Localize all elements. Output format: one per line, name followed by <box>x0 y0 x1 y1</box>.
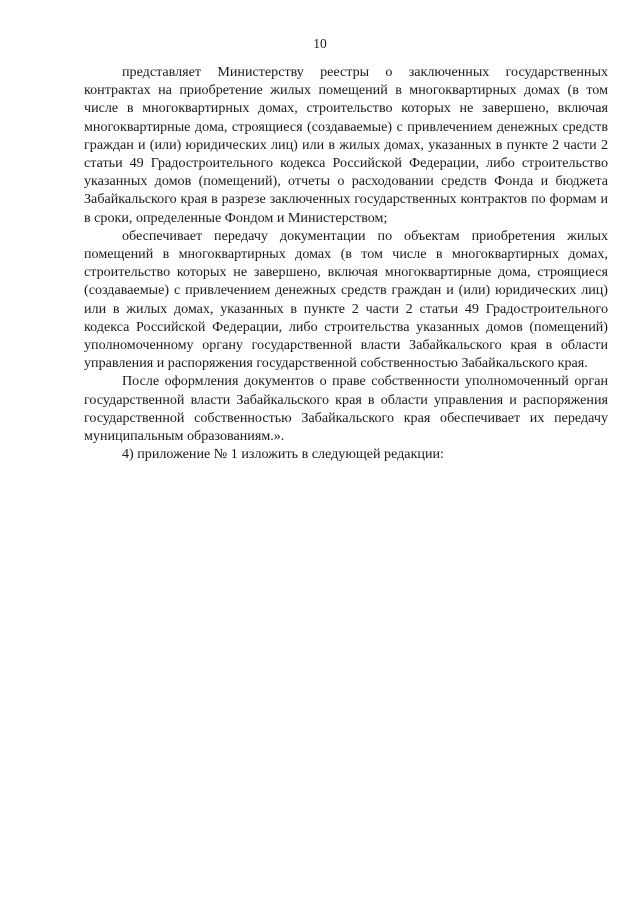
paragraph-documentation-transfer: обеспечивает передачу документации по объектам приобретения жилых помещений в многоквартирных домах (в том числе в многоквартирных домах, строительство которых не завершено, включая многоквартирные дома, строящиеся (создаваемые) с привлечением денежных средств граждан и (или) юридических лиц) или в жилых домах, указанных в пункте 2 части 2 статьи 49 Градостроительного кодекса Российской Федерации, либо строительства указанных домов (помещений) уполномоченному органу государственной власти Забайкальского края в области управления и распоряжения государственной собственностью Забайкальского края. <box>84 227 608 372</box>
paragraph-appendix-amendment: 4) приложение № 1 изложить в следующей редакции: <box>122 446 444 463</box>
page-number: 10 <box>313 36 327 51</box>
document-body <box>84 63 608 463</box>
paragraph-continuation: представляет Министерству реестры о заключенных государственных контрактах на приобретение жилых помещений в многоквартирных домах (в том числе в многоквартирных домах, строительство которых не завершено, включая многоквартирные дома, строящиеся (создаваемые) с привлечением денежных средств граждан и (или) юридических лиц) или в жилых домах, указанных в пункте 2 части 2 статьи 49 Градостроительного кодекса Российской Федерации, либо строительство указанных домов (помещений), отчеты о расходовании средств Фонда и бюджета Забайкальского края в разрезе заключенных государственных контрактов по формам и в сроки, определенные Фондом и Министерством; <box>84 64 608 226</box>
paragraph-ownership-transfer: После оформления документов о праве собственности уполномоченный орган государственной власти Забайкальского края в области управления и распоряжения государственной собственностью Забайкальского края обеспечивает их передачу муниципальным образованиям.». <box>84 373 608 445</box>
